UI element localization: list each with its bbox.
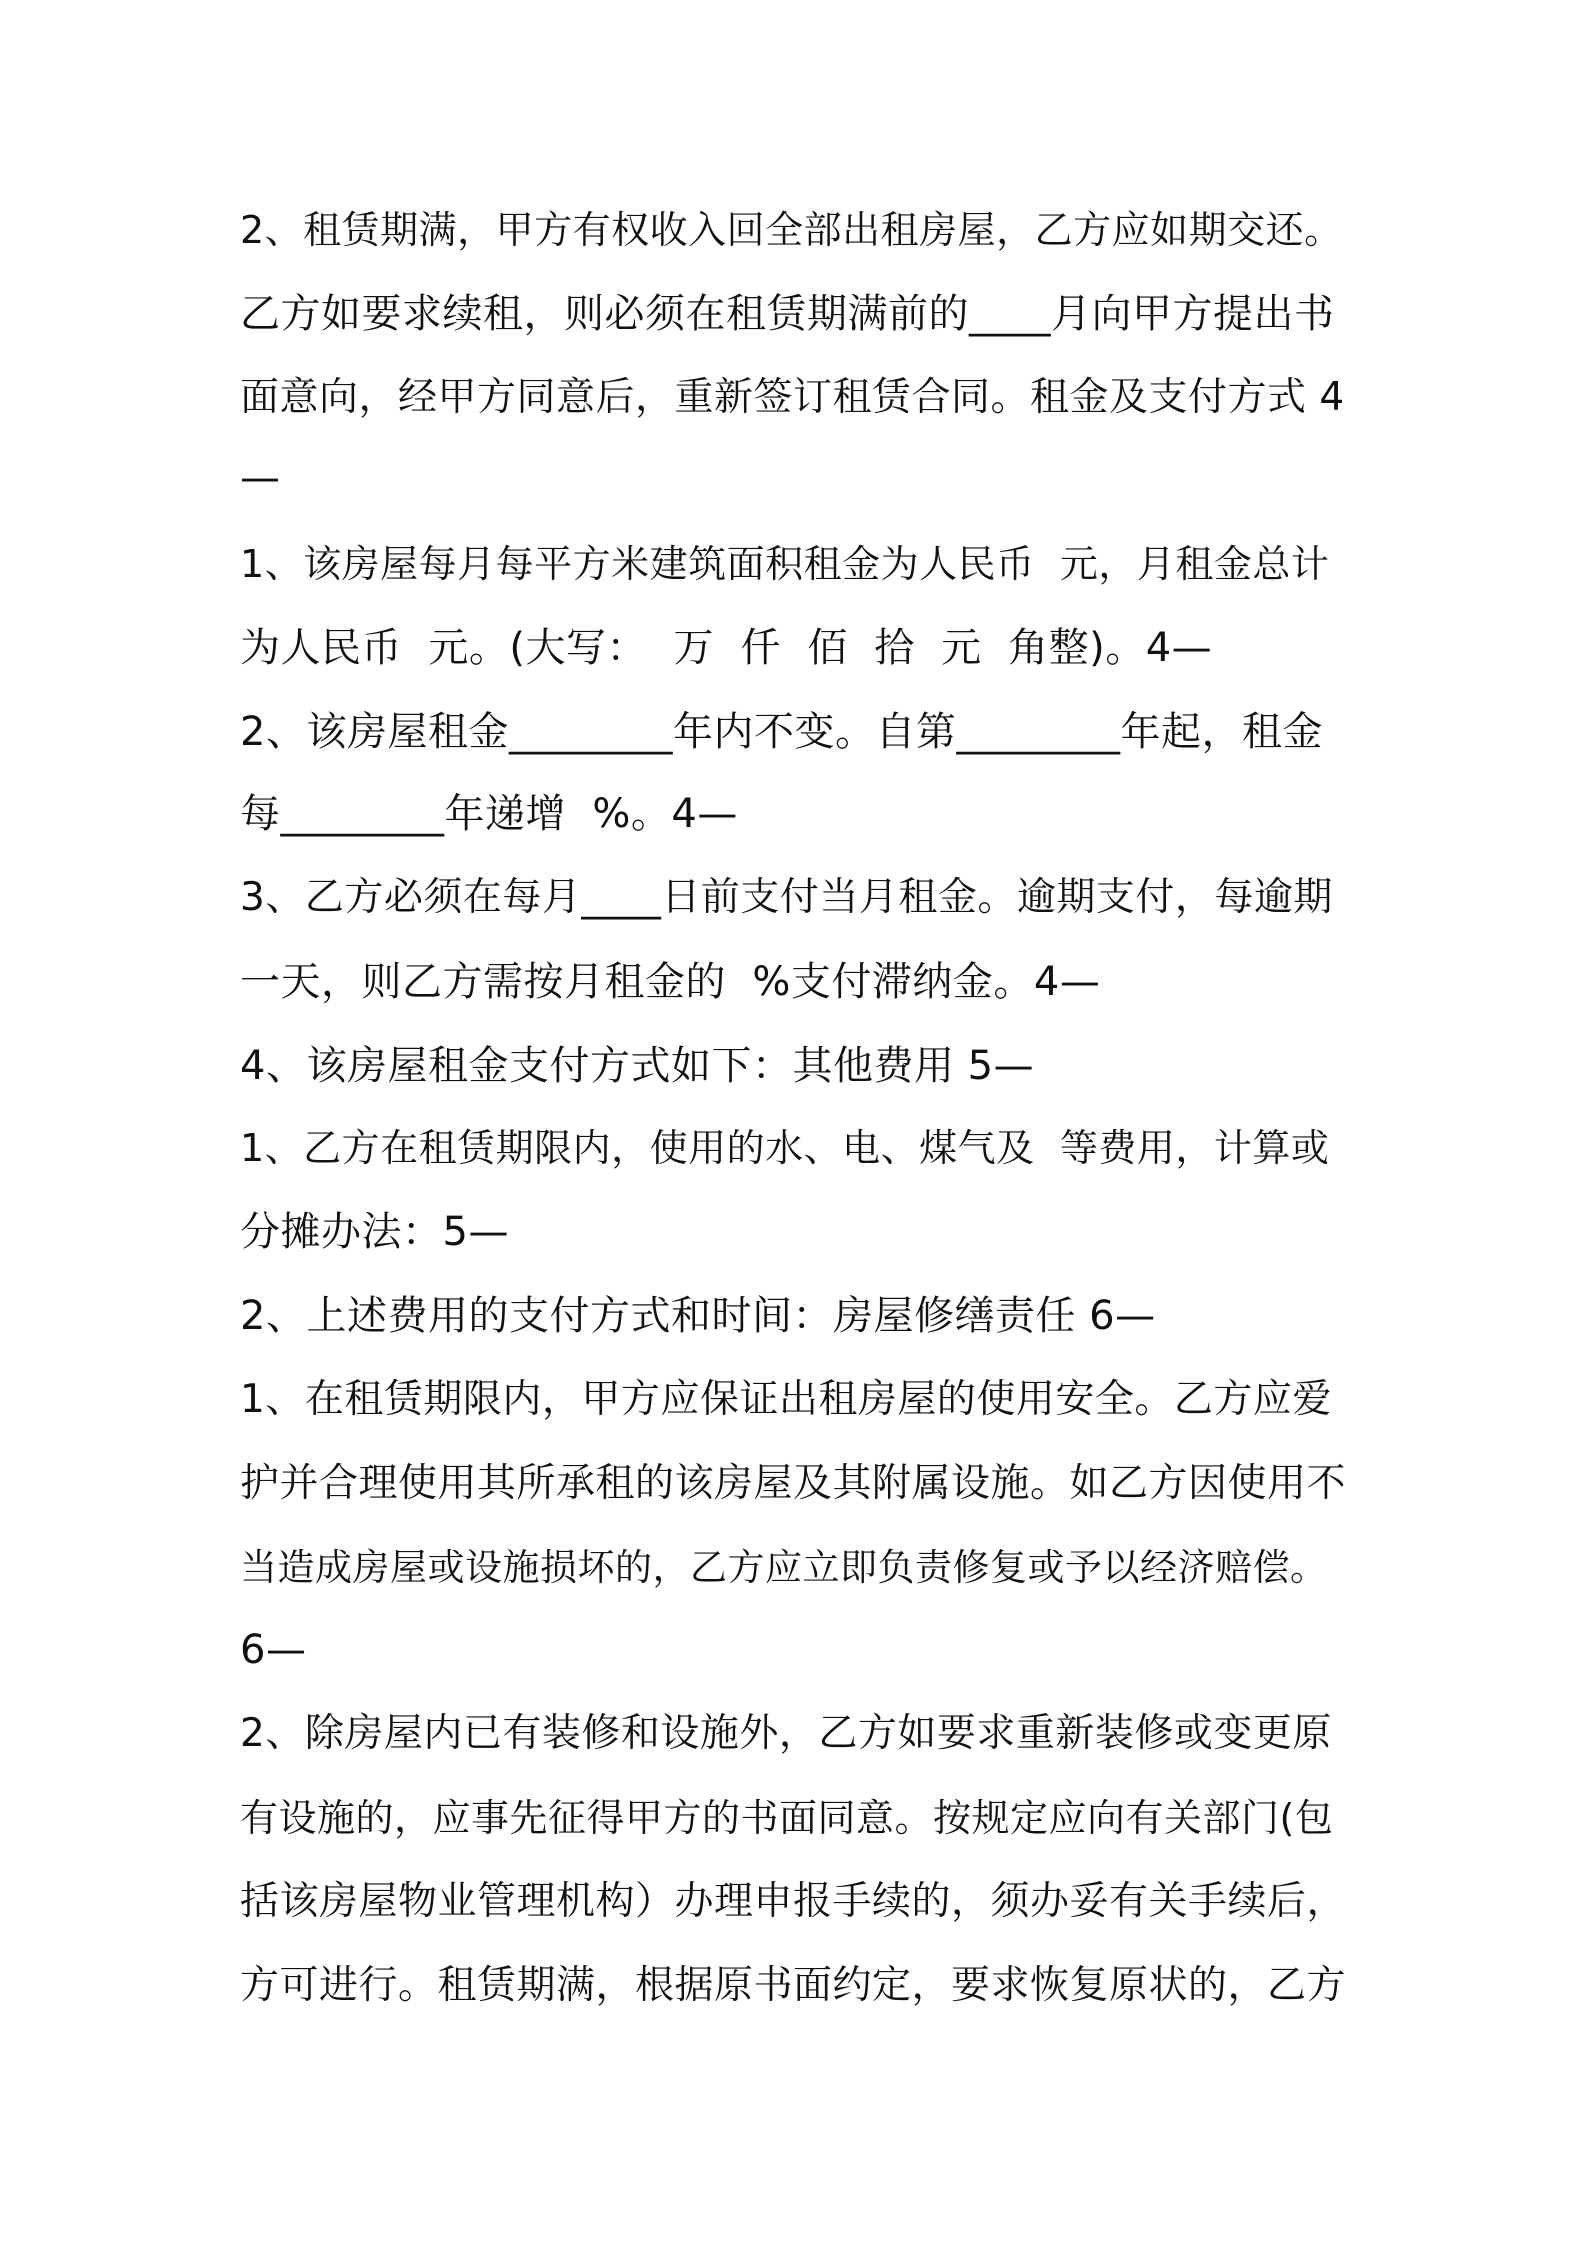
text-line: 1、该房屋每月每平方米建筑面积租金为人民币 元，月租金总计 xyxy=(240,542,1330,586)
text-line: 乙方如要求续租，则必须在租赁期满前的____月向甲方提出书 xyxy=(240,291,1335,337)
text-line: 分摊办法：5— xyxy=(240,1209,509,1255)
text-line: 每________年递增 %。4— xyxy=(240,791,738,837)
text-line: 括该房屋物业管理机构）办理申报手续的，须办妥有关手续后， xyxy=(240,1879,1347,1924)
text-line: 2、租赁期满，甲方有权收入回全部出租房屋，乙方应如期交还。 xyxy=(240,208,1343,252)
text-line: — xyxy=(240,455,281,501)
text-line: 面意向，经甲方同意后，重新签订租赁合同。租金及支付方式 4 xyxy=(240,375,1345,420)
text-line: 当造成房屋或设施损坏的，乙方应立即负责修复或予以经济赔偿。 xyxy=(240,1546,1328,1589)
text-line: 护并合理使用其所承租的该房屋及其附属设施。如乙方因使用不 xyxy=(240,1461,1347,1506)
text-line: 一天，则乙方需按月租金的 %支付滞纳金。4— xyxy=(240,959,1101,1005)
text-line: 为人民币 元。(大写： 万 仟 佰 拾 元 角整)。4— xyxy=(240,625,1213,671)
text-line: 有设施的，应事先征得甲方的书面同意。按规定应向有关部门(包 xyxy=(240,1796,1334,1840)
text-line: 4、该房屋租金支付方式如下：其他费用 5— xyxy=(240,1043,1035,1089)
text-line: 2、上述费用的支付方式和时间：房屋修缮责任 6— xyxy=(240,1293,1156,1339)
text-line: 6— xyxy=(240,1627,307,1673)
text-line: 1、乙方在租赁期限内，使用的水、电、煤气及 等费用，计算或 xyxy=(240,1126,1330,1170)
text-line: 方可进行。租赁期满，根据原书面约定，要求恢复原状的，乙方 xyxy=(240,1963,1347,2008)
text-line: 3、乙方必须在每月____日前支付当月租金。逾期支付，每逾期 xyxy=(240,875,1333,920)
text-line: 1、在租赁期限内，甲方应保证出租房屋的使用安全。乙方应爱 xyxy=(240,1377,1332,1422)
text-line: 2、该房屋租金________年内不变。自第________年起，租金 xyxy=(240,709,1323,755)
text-line: 2、除房屋内已有装修和设施外，乙方如要求重新装修或变更原 xyxy=(240,1711,1332,1756)
